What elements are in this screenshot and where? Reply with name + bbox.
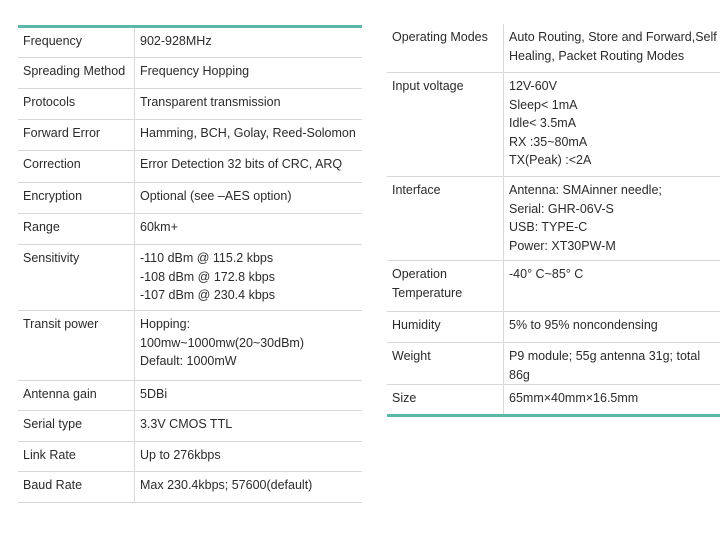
spec-value: Up to 276kbps bbox=[140, 448, 221, 462]
spec-value: 12V-60V Sleep< 1mA Idle< 3.5mA RX :35~80mA TX(Peak) :<2A bbox=[509, 79, 592, 167]
spec-label: Protocols bbox=[18, 89, 135, 119]
spec-value: Frequency Hopping bbox=[140, 64, 250, 78]
spec-label: Serial type bbox=[18, 411, 135, 441]
table-row bbox=[387, 343, 720, 385]
spec-label: Operation Temperature bbox=[387, 261, 504, 311]
table-row bbox=[18, 151, 362, 183]
table-row bbox=[387, 261, 720, 312]
table-row bbox=[18, 411, 362, 442]
table-row bbox=[387, 177, 720, 261]
spec-value: P9 module; 55g antenna 31g; total 86g bbox=[509, 349, 701, 382]
table-row bbox=[18, 89, 362, 120]
left-spec-table bbox=[18, 25, 362, 503]
table-row bbox=[18, 245, 362, 311]
spec-label: Antenna gain bbox=[18, 381, 135, 410]
spec-value: 3.3V CMOS TTL bbox=[140, 417, 233, 431]
spec-label: Frequency bbox=[18, 28, 135, 57]
table-row bbox=[18, 442, 362, 472]
spec-value: 902-928MHz bbox=[140, 34, 212, 48]
table-row bbox=[18, 311, 362, 381]
spec-label: Input voltage bbox=[387, 73, 504, 176]
spec-value: Transparent transmission bbox=[140, 95, 281, 109]
spec-label: Humidity bbox=[387, 312, 504, 342]
spec-value: 65mm×40mm×16.5mm bbox=[509, 391, 639, 405]
table-row bbox=[387, 385, 720, 414]
spec-label: Link Rate bbox=[18, 442, 135, 471]
spec-label: Encryption bbox=[18, 183, 135, 213]
table-row bbox=[18, 472, 362, 503]
table-row bbox=[387, 312, 720, 343]
table-row bbox=[18, 214, 362, 245]
spec-label: Interface bbox=[387, 177, 504, 260]
table-row bbox=[18, 183, 362, 214]
spec-value: Hamming, BCH, Golay, Reed-Solomon bbox=[140, 126, 356, 140]
table-row bbox=[387, 24, 720, 73]
spec-label: Sensitivity bbox=[18, 245, 135, 310]
spec-value: Antenna: SMAinner needle; Serial: GHR-06V-S USB: TYPE-C Power: XT30PW-M bbox=[509, 183, 662, 253]
spec-value: 5DBi bbox=[140, 387, 168, 401]
spec-value: 5% to 95% noncondensing bbox=[509, 318, 658, 332]
spec-label: Transit power bbox=[18, 311, 135, 380]
table-row bbox=[18, 28, 362, 58]
spec-value: 60km+ bbox=[140, 220, 178, 234]
table-row bbox=[18, 120, 362, 151]
table-row bbox=[18, 381, 362, 411]
spec-value: Hopping: 100mw~1000mw(20~30dBm) Default: 1000mW bbox=[140, 317, 304, 368]
spec-value: Auto Routing, Store and Forward,Self Healing, Packet Routing Modes bbox=[509, 30, 717, 63]
table-row bbox=[387, 73, 720, 177]
right-spec-table bbox=[387, 24, 720, 417]
spec-label: Weight bbox=[387, 343, 504, 384]
spec-label: Size bbox=[387, 385, 504, 414]
spec-value: -40° C~85° C bbox=[509, 267, 584, 281]
spec-value: -110 dBm @ 115.2 kbps -108 dBm @ 172.8 kbps -107 dBm @ 230.4 kbps bbox=[140, 251, 275, 302]
spec-label: Range bbox=[18, 214, 135, 244]
spec-label: Correction bbox=[18, 151, 135, 182]
table-bottom-border bbox=[387, 414, 720, 417]
spec-label: Baud Rate bbox=[18, 472, 135, 502]
spec-value: Max 230.4kbps; 57600(default) bbox=[140, 478, 313, 492]
spec-value: Optional (see –AES option) bbox=[140, 189, 292, 203]
spec-label: Forward Error bbox=[18, 120, 135, 150]
table-row bbox=[18, 58, 362, 89]
spec-label: Spreading Method bbox=[18, 58, 135, 88]
spec-label: Operating Modes bbox=[387, 24, 504, 72]
spec-value: Error Detection 32 bits of CRC, ARQ bbox=[140, 157, 343, 171]
